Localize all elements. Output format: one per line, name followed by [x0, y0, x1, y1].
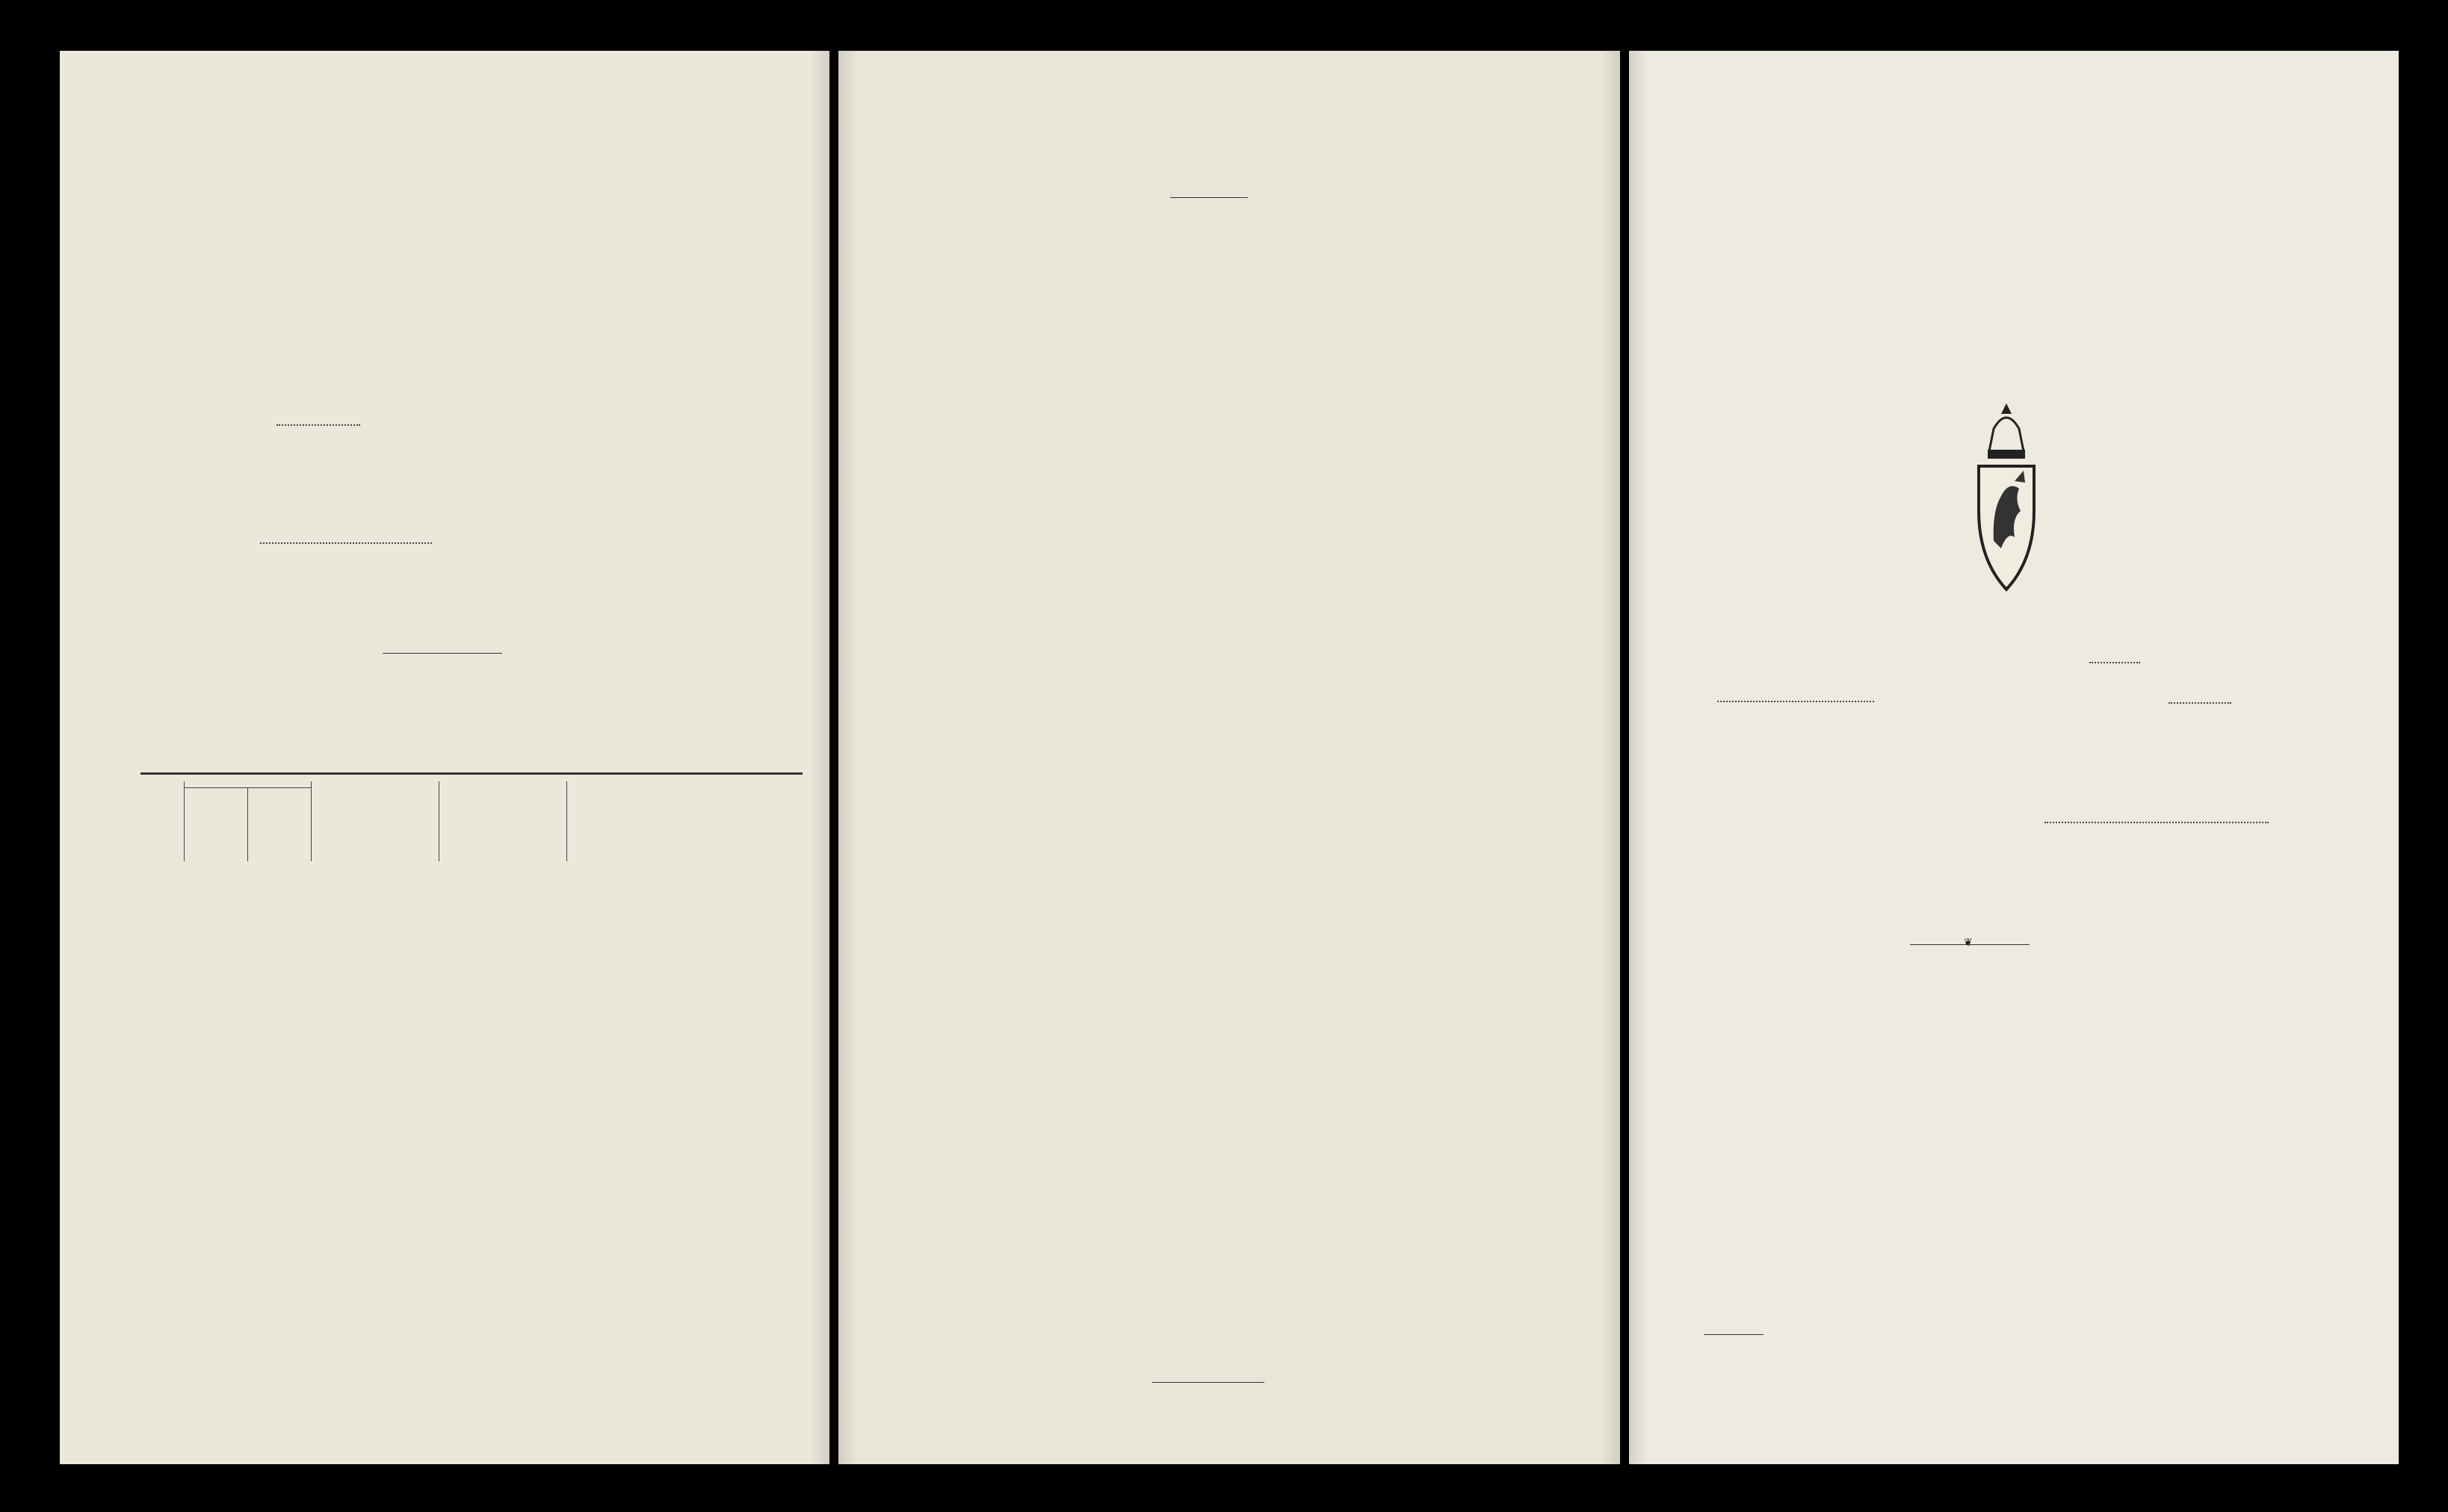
page-middle — [838, 51, 1620, 1464]
col-occupation — [567, 781, 803, 861]
page-right — [1629, 51, 2399, 1464]
col-nr — [140, 781, 185, 861]
col-last-residence — [439, 781, 567, 861]
col-returned — [248, 788, 312, 862]
col-emigrated — [185, 788, 248, 862]
divider — [383, 653, 502, 654]
bosted-dotline — [2044, 822, 2269, 823]
col-from-where — [312, 781, 439, 861]
kreds-dotline — [2169, 702, 2231, 704]
norsk-amerikanere-table — [140, 781, 803, 861]
page-left — [60, 51, 829, 1464]
col-year-group — [185, 781, 312, 788]
table-top-rule — [140, 772, 803, 775]
husliste-dotline — [2089, 662, 2140, 663]
coat-of-arms-icon — [1971, 399, 2041, 602]
ornament-icon: ❦ — [1964, 937, 1973, 949]
item1-dotline — [276, 424, 360, 426]
divider — [1152, 1382, 1264, 1383]
herred-dotline — [1717, 701, 1874, 702]
divider — [1704, 1334, 1764, 1335]
divider — [1170, 197, 1248, 198]
item2-dotline — [260, 542, 432, 544]
